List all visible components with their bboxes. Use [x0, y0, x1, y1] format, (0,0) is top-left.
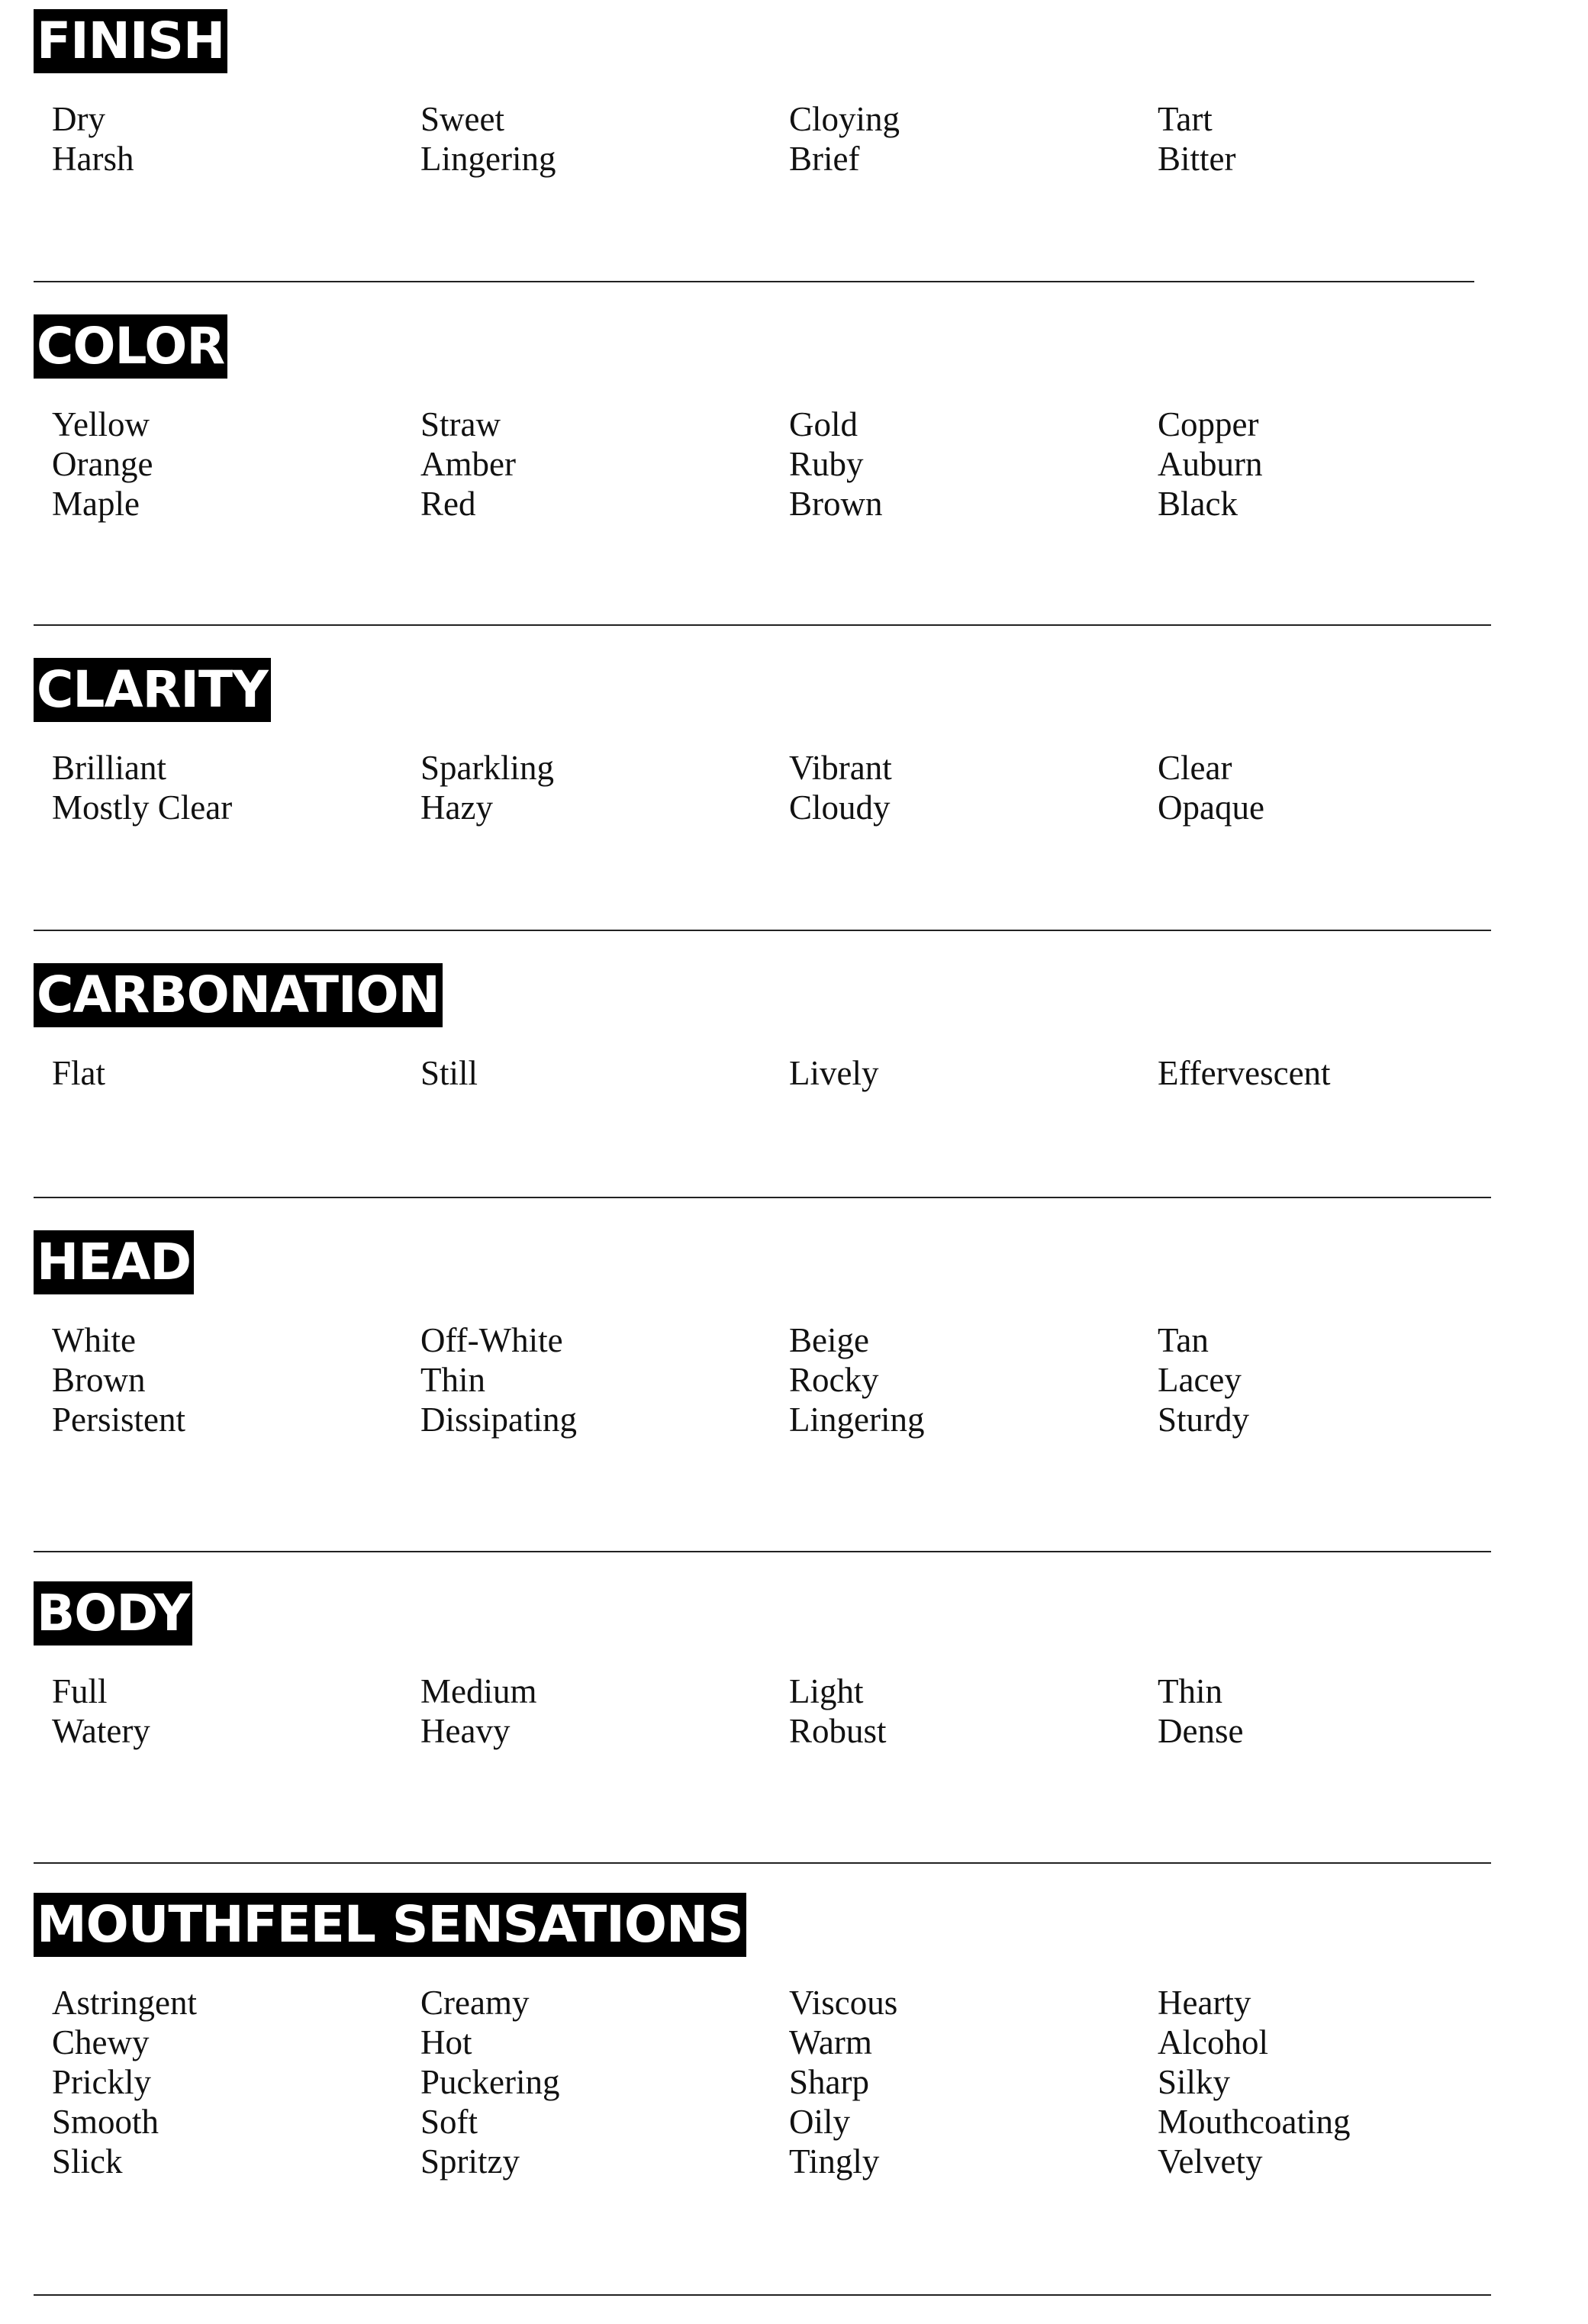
descriptor-term: Mouthcoating	[1158, 2103, 1351, 2141]
descriptor-term: Velvety	[1158, 2142, 1263, 2181]
descriptor-term: Brown	[789, 485, 883, 523]
descriptor-term: Red	[420, 485, 476, 523]
descriptor-term: Puckering	[420, 2063, 560, 2101]
descriptor-term: Harsh	[52, 140, 134, 178]
descriptor-term: Sparkling	[420, 749, 554, 787]
descriptor-term: Dissipating	[420, 1401, 578, 1439]
descriptor-term: Black	[1158, 485, 1238, 523]
descriptor-term: Soft	[420, 2103, 478, 2141]
descriptor-term: Hazy	[420, 788, 493, 827]
descriptor-term: Hot	[420, 2023, 472, 2061]
descriptor-term: Brilliant	[52, 749, 166, 787]
section-heading: CARBONATION	[34, 963, 443, 1027]
descriptor-term: Lingering	[789, 1401, 925, 1439]
descriptor-term: Sharp	[789, 2063, 869, 2101]
descriptor-term: Clear	[1158, 749, 1232, 787]
descriptor-term: Copper	[1158, 405, 1259, 443]
descriptor-term: Sweet	[420, 100, 504, 138]
descriptor-term: Lacey	[1158, 1361, 1242, 1399]
descriptor-term: Warm	[789, 2023, 872, 2061]
descriptor-term: Medium	[420, 1672, 537, 1710]
descriptor-term: Spritzy	[420, 2142, 520, 2181]
descriptor-term: Gold	[789, 405, 858, 443]
section-heading: CLARITY	[34, 658, 271, 722]
descriptor-term: Sturdy	[1158, 1401, 1250, 1439]
section-divider	[34, 1551, 1491, 1552]
section-divider	[34, 2294, 1491, 2296]
descriptor-term: Brief	[789, 140, 860, 178]
descriptor-term: Slick	[52, 2142, 123, 2181]
descriptor-term: Maple	[52, 485, 140, 523]
section-heading: BODY	[34, 1581, 192, 1645]
descriptor-term: Flat	[52, 1054, 106, 1092]
descriptor-term: Mostly Clear	[52, 788, 233, 827]
section-heading: COLOR	[34, 314, 227, 379]
section-divider	[34, 624, 1491, 626]
section-divider	[34, 1197, 1491, 1198]
section-heading: MOUTHFEEL SENSATIONS	[34, 1893, 746, 1957]
descriptor-term: Light	[789, 1672, 864, 1710]
descriptor-term: Opaque	[1158, 788, 1264, 827]
descriptor-term: Lingering	[420, 140, 556, 178]
section-heading: HEAD	[34, 1230, 194, 1294]
descriptor-term: Thin	[1158, 1672, 1222, 1710]
descriptor-term: Tingly	[789, 2142, 880, 2181]
descriptor-term: Chewy	[52, 2023, 150, 2061]
descriptor-term: Still	[420, 1054, 478, 1092]
descriptor-term: Alcohol	[1158, 2023, 1268, 2061]
descriptor-term: Brown	[52, 1361, 146, 1399]
section-heading: FINISH	[34, 9, 227, 73]
descriptor-term: Bitter	[1158, 140, 1236, 178]
descriptor-term: Orange	[52, 445, 153, 483]
descriptor-term: Persistent	[52, 1401, 185, 1439]
descriptor-term: Heavy	[420, 1712, 511, 1750]
descriptor-term: Ruby	[789, 445, 864, 483]
descriptor-term: Cloying	[789, 100, 900, 138]
descriptor-term: Amber	[420, 445, 516, 483]
descriptor-term: Effervescent	[1158, 1054, 1331, 1092]
descriptor-term: Rocky	[789, 1361, 879, 1399]
descriptor-term: Straw	[420, 405, 501, 443]
descriptor-term: White	[52, 1321, 136, 1359]
descriptor-term: Auburn	[1158, 445, 1263, 483]
descriptor-term: Thin	[420, 1361, 485, 1399]
descriptor-term: Full	[52, 1672, 108, 1710]
section-divider	[34, 930, 1491, 931]
descriptor-term: Creamy	[420, 1984, 530, 2022]
descriptor-term: Dense	[1158, 1712, 1244, 1750]
descriptor-term: Watery	[52, 1712, 150, 1750]
descriptor-term: Robust	[789, 1712, 887, 1750]
section-divider	[34, 1862, 1491, 1864]
descriptor-term: Silky	[1158, 2063, 1231, 2101]
section-divider	[34, 281, 1474, 282]
descriptor-term: Lively	[789, 1054, 879, 1092]
descriptor-term: Tart	[1158, 100, 1213, 138]
descriptor-term: Off-White	[420, 1321, 563, 1359]
descriptor-term: Astringent	[52, 1984, 197, 2022]
descriptor-term: Yellow	[52, 405, 150, 443]
descriptor-term: Prickly	[52, 2063, 151, 2101]
descriptor-term: Beige	[789, 1321, 869, 1359]
descriptor-term: Cloudy	[789, 788, 891, 827]
descriptor-term: Hearty	[1158, 1984, 1251, 2022]
descriptor-term: Smooth	[52, 2103, 159, 2141]
descriptor-term: Dry	[52, 100, 105, 138]
descriptor-term: Oily	[789, 2103, 851, 2141]
descriptor-term: Tan	[1158, 1321, 1209, 1359]
descriptor-term: Viscous	[789, 1984, 898, 2022]
descriptor-term: Vibrant	[789, 749, 892, 787]
